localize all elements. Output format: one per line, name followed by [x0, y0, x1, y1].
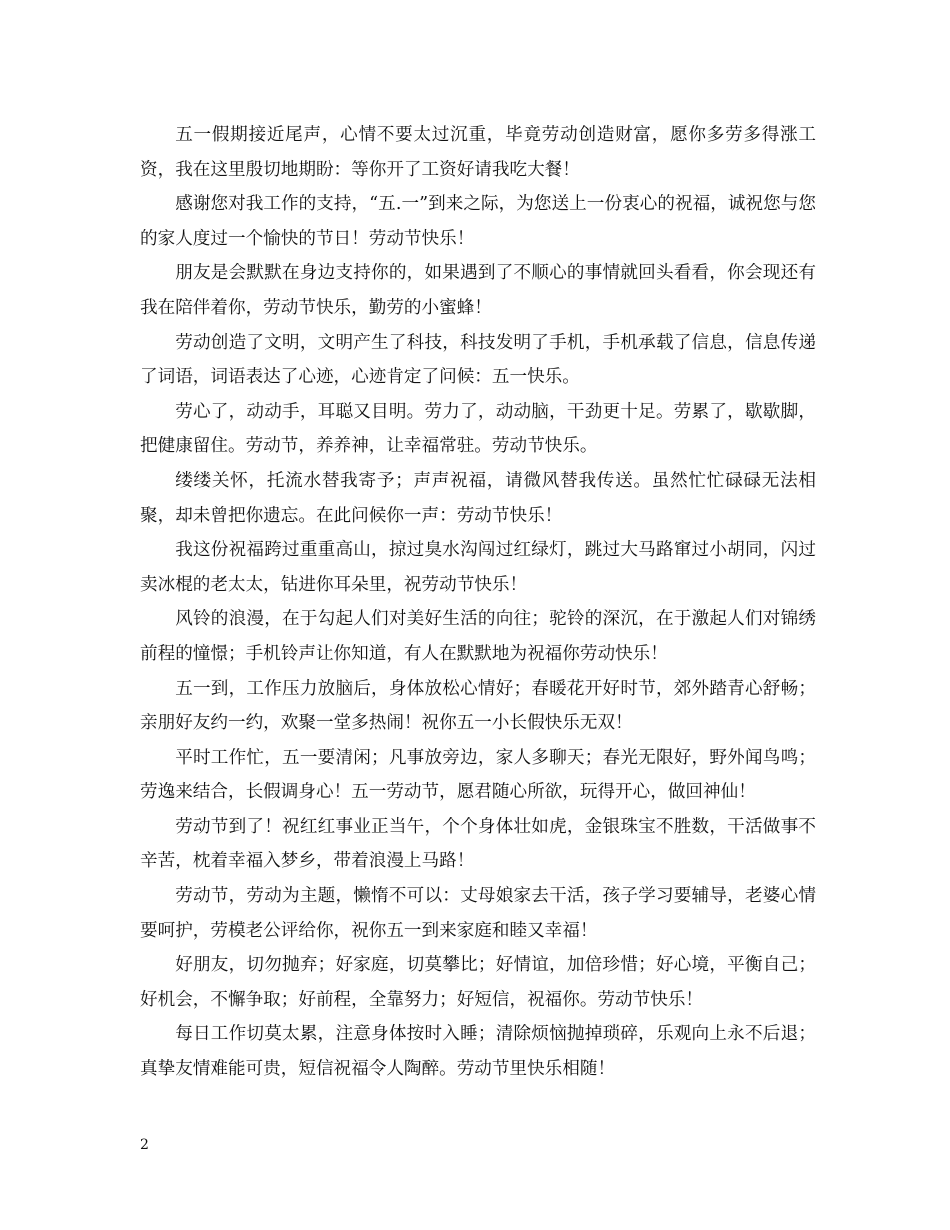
paragraph-4: 劳动创造了文明，文明产生了科技，科技发明了手机，手机承载了信息，信息传递了词语，词语表达了心迹，心迹肯定了问候：五一快乐。: [140, 332, 816, 388]
paragraph-13: 好朋友，切勿抛弃；好家庭，切莫攀比；好情谊，加倍珍惜；好心境，平衡自己；好机会，不懈争取；好前程，全靠努力；好短信，祝福你。劳动节快乐！: [140, 955, 816, 1010]
paragraph-3: 朋友是会默默在身边支持你的，如果遇到了不顺心的事情就回头看看，你会现还有我在陪伴着你，劳动节快乐，勤劳的小蜜蜂！: [140, 263, 816, 318]
paragraph-9: 五一到，工作压力放脑后，身体放松心情好；春暖花开好时节，郊外踏青心舒畅；亲朋好友约一约，欢聚一堂多热闹！祝你五一小长假快乐无双！: [140, 678, 816, 734]
paragraph-6: 缕缕关怀，托流水替我寄予；声声祝福，请微风替我传送。虽然忙忙碌碌无法相聚，却未曾把你遗忘。在此问候你一声：劳动节快乐！: [140, 470, 816, 526]
paragraph-5: 劳心了，动动手，耳聪又目明。劳力了，动动脑，干劲更十足。劳累了，歇歇脚，把健康留住。劳动节，养养神，让幸福常驻。劳动节快乐。: [140, 401, 816, 457]
paragraph-2: 感谢您对我工作的支持，“五.一”到来之际，为您送上一份衷心的祝福，诚祝您与您的家人度过一个愉快的节日！劳动节快乐！: [140, 194, 816, 249]
paragraph-1: 五一假期接近尾声，心情不要太过沉重，毕竟劳动创造财富，愿你多劳多得涨工资，我在这里殷切地期盼：等你开了工资好请我吃大餐！: [140, 125, 816, 180]
page-number: 2: [140, 1137, 149, 1153]
document-body: [140, 118, 816, 1087]
paragraph-14: 每日工作切莫太累，注意身体按时入睡；清除烦恼抛掉琐碎，乐观向上永不后退；真挚友情难能可贵，短信祝福令人陶醉。劳动节里快乐相随！: [140, 1024, 816, 1080]
paragraph-8: 风铃的浪漫，在于勾起人们对美好生活的向往；驼铃的深沉，在于激起人们对锦绣前程的憧憬；手机铃声让你知道，有人在默默地为祝福你劳动快乐！: [140, 609, 816, 664]
paragraph-10: 平时工作忙，五一要清闲；凡事放旁边，家人多聊天；春光无限好，野外闻鸟鸣；劳逸来结合，长假调身心！五一劳动节，愿君随心所欲，玩得开心，做回神仙！: [140, 747, 816, 803]
paragraph-11: 劳动节到了！祝红红事业正当午，个个身体壮如虎，金银珠宝不胜数，干活做事不辛苦，枕着幸福入梦乡，带着浪漫上马路！: [140, 816, 816, 872]
paragraph-7: 我这份祝福跨过重重高山，掠过臭水沟闯过红绿灯，跳过大马路窜过小胡同，闪过卖冰棍的老太太，钻进你耳朵里，祝劳动节快乐！: [140, 540, 816, 595]
paragraph-12: 劳动节，劳动为主题，懒惰不可以：丈母娘家去干活，孩子学习要辅导，老婆心情要呵护，劳模老公评给你，祝你五一到来家庭和睦又幸福！: [140, 886, 816, 941]
